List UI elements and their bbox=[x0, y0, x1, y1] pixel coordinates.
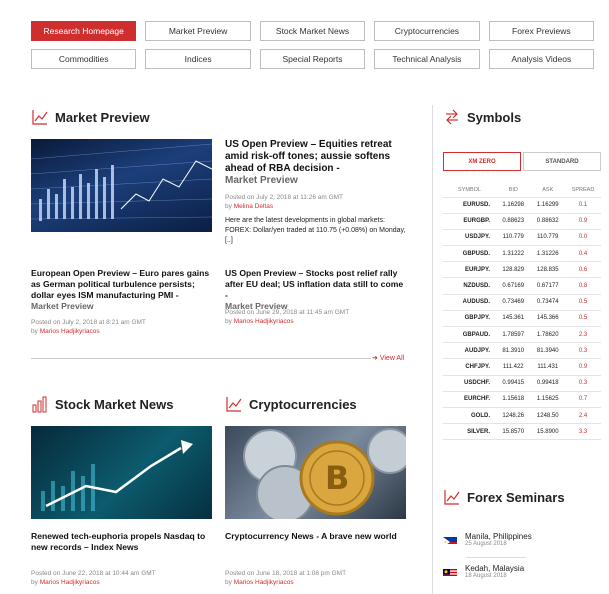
crypto-title: Cryptocurrencies bbox=[249, 396, 357, 412]
bid-cell: 0.67169 bbox=[496, 278, 531, 294]
line-chart-icon bbox=[225, 395, 243, 413]
spread-cell: 0.9 bbox=[565, 359, 601, 375]
market-preview-header bbox=[31, 108, 150, 126]
symbol-cell: CHFJPY. bbox=[443, 359, 496, 375]
posted-date: Posted on July 2, 2018 at 8:21 am GMT bbox=[31, 319, 146, 326]
rising-arrow-graphic bbox=[31, 426, 212, 519]
bid-cell: 81.3910 bbox=[496, 343, 531, 359]
bid-cell: 1.31222 bbox=[496, 246, 531, 262]
philippines-flag-icon bbox=[443, 534, 457, 544]
bid-cell: 111.422 bbox=[496, 359, 531, 375]
table-row[interactable] bbox=[443, 278, 601, 294]
headline-text[interactable]: US Open Preview – Equities retreat amid risk-off tones; aussie softens ahead of RBA decision - bbox=[225, 139, 392, 174]
symbols-tabs bbox=[443, 152, 601, 171]
symbol-cell: AUDUSD. bbox=[443, 294, 496, 310]
nav-commodities[interactable]: Commodities bbox=[31, 49, 136, 69]
byline bbox=[31, 578, 156, 587]
table-row[interactable] bbox=[443, 262, 601, 278]
ask-cell: 1.78620 bbox=[531, 327, 566, 343]
ask-cell: 1.15625 bbox=[531, 391, 566, 407]
bid-cell: 128.829 bbox=[496, 262, 531, 278]
bitcoin-coins-graphic bbox=[225, 426, 406, 519]
market-preview-main-excerpt: Here are the latest developments in global markets: FOREX: Dollar/yen traded at 110.75 (+0.08%) on Monday, [..] bbox=[225, 217, 406, 244]
svg-text:B: B bbox=[325, 459, 350, 497]
symbols-table bbox=[443, 184, 601, 440]
spread-cell: 3.3 bbox=[565, 424, 601, 440]
by-label: by bbox=[31, 579, 38, 586]
seminar-text bbox=[465, 564, 524, 579]
table-row[interactable] bbox=[443, 359, 601, 375]
ask-cell: 111.431 bbox=[531, 359, 566, 375]
market-preview-main-image[interactable] bbox=[31, 139, 212, 232]
ask-cell: 81.3940 bbox=[531, 343, 566, 359]
market-preview-main-meta bbox=[225, 193, 343, 211]
col-bid: BID bbox=[508, 187, 518, 194]
line-chart-icon bbox=[443, 488, 461, 506]
col-spread: SPREAD bbox=[571, 187, 595, 194]
stock-news-image[interactable] bbox=[31, 426, 212, 519]
tab-standard[interactable]: STANDARD bbox=[523, 152, 601, 171]
seminars-title: Forex Seminars bbox=[467, 489, 565, 505]
spread-cell: 0.9 bbox=[565, 213, 601, 229]
table-row[interactable] bbox=[443, 310, 601, 326]
symbol-cell: EURGBP. bbox=[443, 213, 496, 229]
symbol-cell: EURUSD. bbox=[443, 197, 496, 213]
seminar-date: 25 August 2018 bbox=[465, 541, 507, 547]
table-row[interactable] bbox=[443, 343, 601, 359]
byline bbox=[225, 317, 349, 326]
seminar-date: 18 August 2018 bbox=[465, 573, 507, 579]
seminar-text bbox=[465, 532, 532, 547]
bid-cell: 110.779 bbox=[496, 229, 531, 245]
spread-cell: 0.5 bbox=[565, 310, 601, 326]
ask-cell: 0.67177 bbox=[531, 278, 566, 294]
seminar-item[interactable] bbox=[443, 532, 532, 547]
ask-cell: 1.16299 bbox=[531, 197, 566, 213]
symbol-cell: GOLD. bbox=[443, 407, 496, 423]
table-row[interactable] bbox=[443, 327, 601, 343]
ask-cell: 1.31226 bbox=[531, 246, 566, 262]
by-label: by bbox=[31, 328, 38, 335]
spread-cell: 2.3 bbox=[565, 327, 601, 343]
spread-cell: 0.8 bbox=[565, 278, 601, 294]
line-chart-icon bbox=[31, 108, 49, 126]
nav-forex-previews[interactable]: Forex Previews bbox=[489, 21, 594, 41]
table-row[interactable] bbox=[443, 375, 601, 391]
category-label: Market Preview bbox=[225, 301, 288, 311]
crypto-image[interactable] bbox=[225, 426, 406, 519]
market-preview-title: Market Preview bbox=[55, 109, 150, 125]
nav-market-preview[interactable]: Market Preview bbox=[145, 21, 250, 41]
symbol-cell: GBPJPY. bbox=[443, 310, 496, 326]
market-preview-right-headline[interactable] bbox=[225, 268, 405, 312]
by-label: by bbox=[225, 203, 232, 210]
table-row[interactable] bbox=[443, 213, 601, 229]
by-label: by bbox=[225, 579, 232, 586]
exchange-arrows-icon bbox=[443, 108, 461, 126]
bid-cell: 1.16298 bbox=[496, 197, 531, 213]
table-row[interactable] bbox=[443, 391, 601, 407]
symbol-cell: USDJPY. bbox=[443, 229, 496, 245]
market-preview-main-headline[interactable] bbox=[225, 139, 400, 187]
headline-text[interactable]: European Open Preview – Euro pares gains as German political turbulence persists; dollar eyes ISM manufacturing PMI - bbox=[31, 268, 210, 300]
seminar-city[interactable]: Kedah, Malaysia bbox=[465, 564, 525, 573]
posted-date: Posted on June 29, 2018 at 11:45 am GMT bbox=[225, 309, 350, 316]
nav-stock-market-news[interactable]: Stock Market News bbox=[260, 21, 365, 41]
symbol-cell: SILVER. bbox=[443, 424, 496, 440]
bid-cell: 0.99415 bbox=[496, 375, 531, 391]
bid-cell: 15.8570 bbox=[496, 424, 531, 440]
col-symbol: SYMBOL bbox=[458, 187, 481, 194]
posted-date: Posted on June 22, 2018 at 10:44 am GMT bbox=[31, 570, 156, 577]
nav-row-2 bbox=[31, 49, 594, 69]
table-row[interactable] bbox=[443, 246, 601, 262]
spread-cell: 0.7 bbox=[565, 391, 601, 407]
stock-news-meta bbox=[31, 569, 156, 587]
ask-cell: 0.73474 bbox=[531, 294, 566, 310]
market-preview-left-meta bbox=[31, 318, 146, 336]
byline bbox=[225, 202, 343, 211]
chevron-right-icon: ➜ bbox=[372, 355, 378, 362]
spread-cell: 0.6 bbox=[565, 262, 601, 278]
symbol-cell: EURCHF. bbox=[443, 391, 496, 407]
stock-board-graphic bbox=[31, 139, 212, 232]
column-separator bbox=[432, 105, 433, 594]
seminar-item[interactable] bbox=[443, 564, 524, 579]
crypto-meta bbox=[225, 569, 346, 587]
author-link[interactable]: Marios Hadjikyriacos bbox=[233, 579, 294, 586]
seminars-header bbox=[443, 488, 565, 506]
table-row[interactable] bbox=[443, 294, 601, 310]
bid-cell: 1248.26 bbox=[496, 407, 531, 423]
ask-cell: 145.366 bbox=[531, 310, 566, 326]
symbol-cell: USDCHF. bbox=[443, 375, 496, 391]
nav-special-reports[interactable]: Special Reports bbox=[260, 49, 365, 69]
spread-cell: 0.3 bbox=[565, 375, 601, 391]
market-preview-left-headline[interactable] bbox=[31, 268, 211, 312]
table-row[interactable] bbox=[443, 197, 601, 213]
spread-cell: 0.1 bbox=[565, 197, 601, 213]
nav-row-1 bbox=[31, 21, 594, 41]
crypto-header bbox=[225, 395, 357, 413]
table-header-row bbox=[443, 184, 601, 197]
spread-cell: 0.4 bbox=[565, 246, 601, 262]
author-link[interactable]: Melina Deltas bbox=[233, 203, 274, 210]
research-nav bbox=[31, 21, 594, 77]
tab-xm-zero[interactable]: XM ZERO bbox=[443, 152, 521, 171]
symbol-cell: EURJPY. bbox=[443, 262, 496, 278]
author-link[interactable]: Marios Hadjikyriacos bbox=[39, 328, 100, 335]
author-link[interactable]: Marios Hadjikyriacos bbox=[233, 318, 294, 325]
nav-research-homepage[interactable]: Research Homepage bbox=[31, 21, 136, 41]
view-all-label: View All bbox=[379, 355, 405, 362]
bid-cell: 145.361 bbox=[496, 310, 531, 326]
spread-cell: 0.3 bbox=[565, 343, 601, 359]
ask-cell: 0.99418 bbox=[531, 375, 566, 391]
market-preview-right-meta bbox=[225, 308, 349, 326]
bid-cell: 0.73469 bbox=[496, 294, 531, 310]
stock-news-header bbox=[31, 395, 174, 413]
seminar-city[interactable]: Manila, Philippines bbox=[465, 532, 532, 541]
nav-indices[interactable]: Indices bbox=[145, 49, 250, 69]
author-link[interactable]: Marios Hadjikyriacos bbox=[39, 579, 100, 586]
byline bbox=[225, 578, 346, 587]
byline bbox=[31, 327, 146, 336]
symbols-header bbox=[443, 108, 521, 126]
bid-cell: 0.88623 bbox=[496, 213, 531, 229]
ask-cell: 1248.50 bbox=[531, 407, 566, 423]
posted-date: Posted on June 18, 2018 at 1:08 pm GMT bbox=[225, 570, 347, 577]
by-label: by bbox=[225, 318, 232, 325]
section-divider bbox=[31, 358, 371, 359]
symbol-cell: GBPUSD. bbox=[443, 246, 496, 262]
table-row[interactable] bbox=[443, 229, 601, 245]
category-label: Market Preview bbox=[225, 175, 298, 186]
symbol-cell: GBPAUD. bbox=[443, 327, 496, 343]
bid-cell: 1.78597 bbox=[496, 327, 531, 343]
bid-cell: 1.15618 bbox=[496, 391, 531, 407]
crypto-headline[interactable]: Cryptocurrency News - A brave new world bbox=[225, 531, 397, 541]
nav-technical-analysis[interactable]: Technical Analysis bbox=[374, 49, 479, 69]
posted-date: Posted on July 2, 2018 at 11:26 am GMT bbox=[225, 194, 344, 201]
view-all-link[interactable] bbox=[372, 354, 404, 362]
ask-cell: 0.88632 bbox=[531, 213, 566, 229]
symbol-cell: AUDJPY. bbox=[443, 343, 496, 359]
nav-cryptocurrencies[interactable]: Cryptocurrencies bbox=[374, 21, 479, 41]
headline-text[interactable]: US Open Preview – Stocks post relief rally after EU deal; US inflation data still to come - bbox=[225, 268, 404, 300]
ask-cell: 110.779 bbox=[531, 229, 566, 245]
stock-news-title: Stock Market News bbox=[55, 396, 174, 412]
table-row[interactable] bbox=[443, 407, 601, 423]
stock-news-headline[interactable]: Renewed tech-euphoria propels Nasdaq to new records – Index News bbox=[31, 531, 206, 552]
col-ask: ASK bbox=[542, 187, 554, 194]
ask-cell: 128.835 bbox=[531, 262, 566, 278]
nav-analysis-videos[interactable]: Analysis Videos bbox=[489, 49, 594, 69]
spread-cell: 0.0 bbox=[565, 229, 601, 245]
seminar-divider bbox=[466, 557, 526, 558]
table-row[interactable] bbox=[443, 424, 601, 440]
category-label: Market Preview bbox=[31, 301, 94, 311]
spread-cell: 2.4 bbox=[565, 407, 601, 423]
malaysia-flag-icon bbox=[443, 566, 457, 576]
spread-cell: 0.5 bbox=[565, 294, 601, 310]
symbol-cell: NZDUSD. bbox=[443, 278, 496, 294]
bar-chart-icon bbox=[31, 395, 49, 413]
ask-cell: 15.8900 bbox=[531, 424, 566, 440]
symbols-title: Symbols bbox=[467, 109, 522, 125]
